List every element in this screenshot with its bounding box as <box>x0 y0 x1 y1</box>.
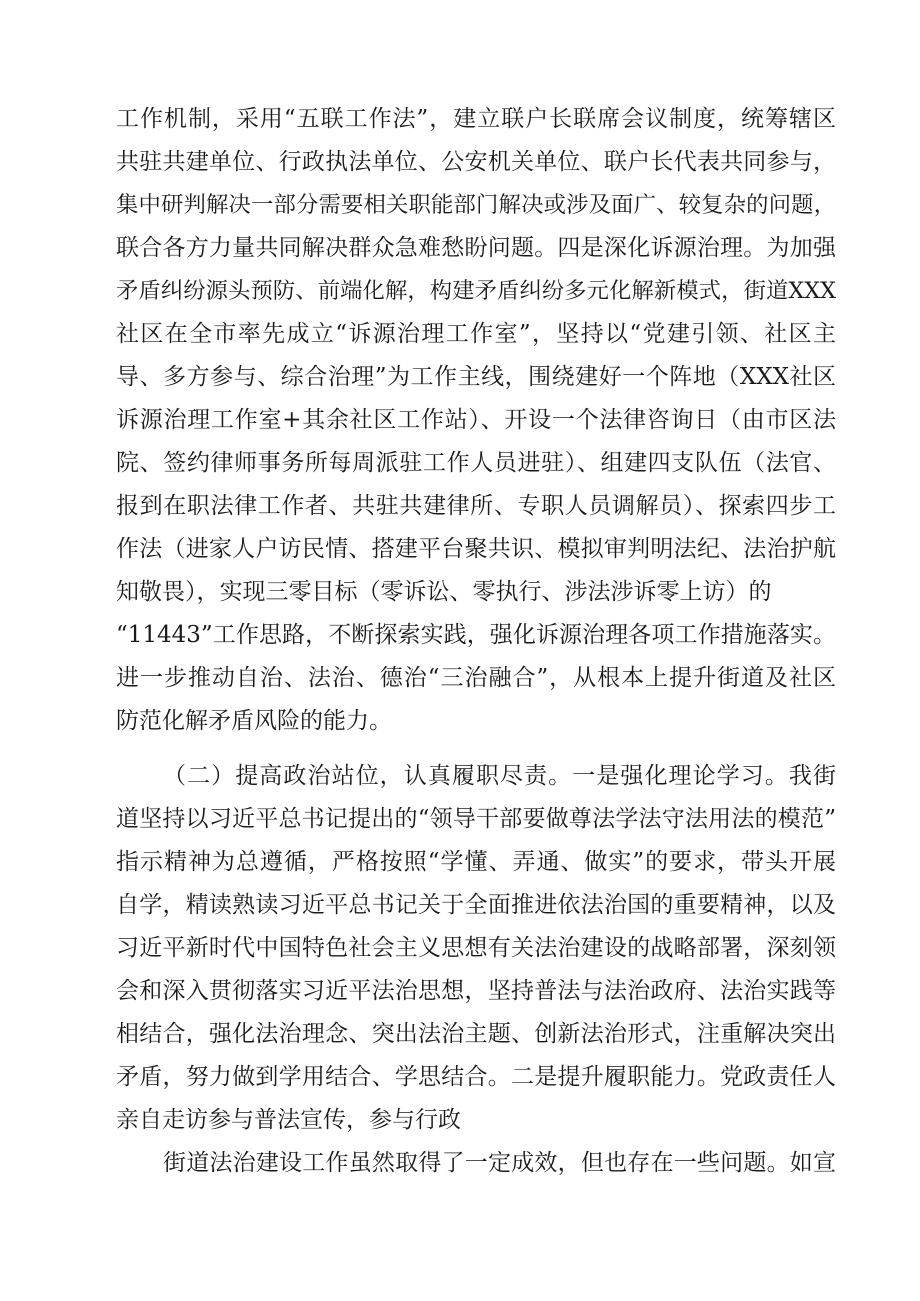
text-line: 诉源治理工作室+其余社区工作站）、开设一个法律咨询日（由市区法 <box>116 407 836 433</box>
text-line: 街道法治建设工作虽然取得了一定成效，但也存在一些问题。如宣 <box>163 1150 836 1176</box>
text-line: 知敬畏），实现三零目标（零诉讼、零执行、涉法涉诉零上访）的 <box>116 579 772 605</box>
text-line: 习近平新时代中国特色社会主义思想有关法治建设的战略部署，深刻领 <box>116 935 836 961</box>
text-line: 集中研判解决一部分需要相关职能部门解决或涉及面广、较复杂的问题， <box>116 192 836 218</box>
text-line: 矛盾，努力做到学用结合、学思结合。二是提升履职能力。党政责任人 <box>116 1064 836 1090</box>
text-line: 作法（进家人户访民情、搭建平台聚共识、模拟审判明法纪、法治护航 <box>116 536 836 562</box>
text-line: 相结合，强化法治理念、突出法治主题、创新法治形式，注重解决突出 <box>116 1021 836 1047</box>
text-line: “11443”工作思路，不断探索实践，强化诉源治理各项工作措施落实。 <box>116 622 836 648</box>
section-heading-line: （二）提高政治站位，认真履职尽责。一是强化理论学习。我街 <box>163 763 836 789</box>
text-line: 导、多方参与、综合治理”为工作主线，围绕建好一个阵地（XXX社区 <box>116 364 836 390</box>
text-line: 道坚持以习近平总书记提出的“领导干部要做尊法学法守法用法的模范” <box>116 806 836 832</box>
text-line: 矛盾纠纷源头预防、前端化解，构建矛盾纠纷多元化解新模式，街道XXX <box>116 278 836 304</box>
text-line: 工作机制，采用“五联工作法”，建立联户长联席会议制度，统筹辖区 <box>116 106 836 132</box>
text-line: 社区在全市率先成立“诉源治理工作室”，坚持以“党建引领、社区主 <box>116 321 836 347</box>
text-line: 报到在职法律工作者、共驻共建律所、专职人员调解员）、探索四步工 <box>116 493 836 519</box>
text-line: 联合各方力量共同解决群众急难愁盼问题。四是深化诉源治理。为加强 <box>116 235 836 261</box>
text-line: 共驻共建单位、行政执法单位、公安机关单位、联户长代表共同参与， <box>116 149 836 175</box>
text-line: 亲自走访参与普法宣传，参与行政 <box>116 1107 461 1133</box>
text-line: 自学，精读熟读习近平总书记关于全面推进依法治国的重要精神，以及 <box>116 892 836 918</box>
text-line: 会和深入贯彻落实习近平法治思想，坚持普法与法治政府、法治实践等 <box>116 978 836 1004</box>
text-line: 院、签约律师事务所每周派驻工作人员进驻）、组建四支队伍（法官、 <box>116 450 836 476</box>
text-line: 进一步推动自治、法治、德治“三治融合”，从根本上提升街道及社区 <box>116 665 836 691</box>
text-line: 指示精神为总遵循，严格按照“学懂、弄通、做实”的要求，带头开展 <box>116 849 836 875</box>
text-line: 防范化解矛盾风险的能力。 <box>116 708 392 734</box>
